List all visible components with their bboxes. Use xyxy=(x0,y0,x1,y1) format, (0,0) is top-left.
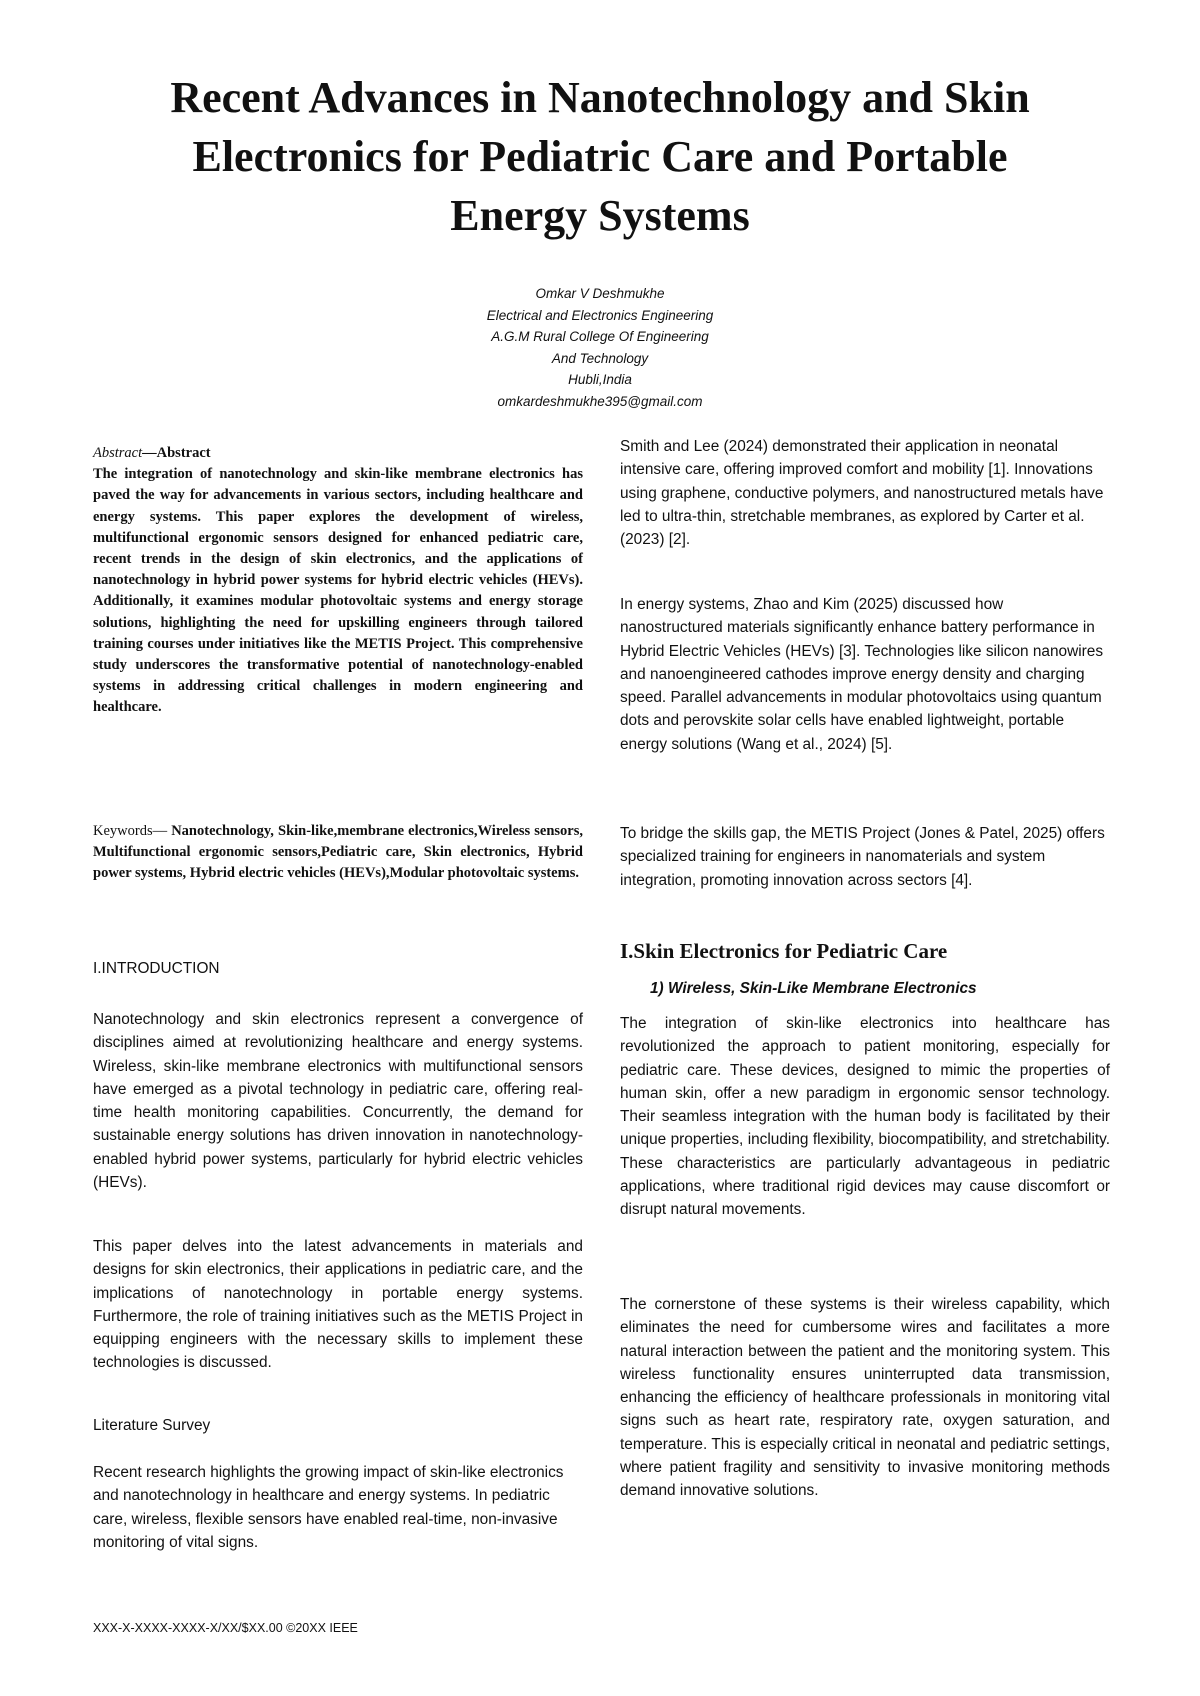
author-department: Electrical and Electronics Engineering xyxy=(486,307,714,323)
abstract xyxy=(93,443,583,719)
copyright-footer: XXX-X-XXXX-XXXX-X/XX/$XX.00 ©20XX IEEE xyxy=(93,1621,358,1635)
section-heading: I.Skin Electronics for Pediatric Care xyxy=(620,939,948,963)
literature-paragraph: Smith and Lee (2024) demonstrated their application in neonatal intensive care, offering improved comfort and mobility [1]. Innovations using graphene, conductive polymers, and nanostructured metals have led to ultra-thin, stretchable membranes, as explored by Carter et al. (2023) [2]. xyxy=(620,438,1104,549)
abstract-dash: — xyxy=(142,445,157,461)
keywords-text: Nanotechnology, Skin-like,membrane electronics,Wireless sensors, Multifunctional ergonomic sensors,Pediatric care, Skin electronics, Hybrid power systems, Hybrid electric vehicles (HEVs),Modular photovoltaic systems. xyxy=(93,823,584,882)
abstract-text: The integration of nanotechnology and skin-like membrane electronics has paved the way for advancements in various sectors, including healthcare and energy systems. This paper explores the development of wireless, multifunctional ergonomic sensors designed for enhanced pediatric care, recent trends in the design of skin electronics, and the applications of nanotechnology in hybrid power systems for hybrid electric vehicles (HEVs). Additionally, it examines modular photovoltaic systems and energy storage solutions, highlighting the need for upskilling engineers through tailored training courses under initiatives like the METIS Project. This comprehensive study underscores the transformative potential of nanotechnology-enabled systems in addressing critical challenges in modern engineering and healthcare. xyxy=(93,466,583,716)
section-paragraph: The integration of skin-like electronics into healthcare has revolutionized the approach to patient monitoring, especially for pediatric care. These devices, designed to mimic the properties of human skin, offer a new paradigm in ergonomic sensor technology. Their seamless integration with the human body is facilitated by their unique properties, including flexibility, biocompatibility, and stretchability. These characteristics are particularly advantageous in pediatric applications, where traditional rigid devices may cause discomfort or disrupt natural movements. xyxy=(620,1015,1110,1219)
author-email: omkardeshmukhe395@gmail.com xyxy=(497,393,703,409)
left-column xyxy=(93,443,584,1551)
subsection-heading: 1) Wireless, Skin-Like Membrane Electronics xyxy=(650,980,977,997)
section-paragraph: The cornerstone of these systems is their wireless capability, which eliminates the need for cumbersome wires and facilitates a more natural interaction between the patient and the monitoring system. This wireless functionality ensures uninterrupted data transmission, enhancing the efficiency of healthcare professionals in monitoring vital signs such as heart rate, respiratory rate, oxygen saturation, and temperature. This is especially critical in neonatal and pediatric settings, where patient fragility and sensitivity to invasive monitoring methods demand innovative solutions. xyxy=(620,1296,1110,1500)
literature-paragraph: In energy systems, Zhao and Kim (2025) discussed how nanostructured materials significantly enhance battery performance in Hybrid Electric Vehicles (HEVs) [3]. Technologies like silicon nanowires and nanoengineered cathodes improve energy density and charging speed. Parallel advancements in modular photovoltaics using quantum dots and perovskite solar cells have enabled lightweight, portable energy solutions (Wang et al., 2024) [5]. xyxy=(620,596,1104,753)
literature-paragraph: To bridge the skills gap, the METIS Project (Jones & Patel, 2025) offers specialized training for engineers in nanomaterials and system integration, promoting innovation across sectors [4]. xyxy=(620,825,1105,889)
introduction-heading: I.INTRODUCTION xyxy=(93,960,220,977)
literature-survey-heading: Literature Survey xyxy=(93,1417,211,1434)
author-institution: A.G.M Rural College Of Engineering xyxy=(491,329,709,344)
title-line: Recent Advances in Nanotechnology and Skin xyxy=(170,73,1030,122)
literature-paragraph: Recent research highlights the growing impact of skin-like electronics and nanotechnology in healthcare and energy systems. In pediatric care, wireless, flexible sensors have enabled real-time, non-invasive monitoring of vital signs. xyxy=(93,1464,564,1551)
abstract-label-bold: Abstract xyxy=(156,445,211,461)
keywords xyxy=(93,821,583,885)
title-line: Energy Systems xyxy=(450,191,750,240)
author-location: Hubli,India xyxy=(568,372,632,387)
title-line: Electronics for Pediatric Care and Portable xyxy=(192,132,1008,181)
introduction-paragraph: Nanotechnology and skin electronics represent a convergence of disciplines aimed at revolutionizing healthcare and energy systems. Wireless, skin-like membrane electronics with multifunctional sensors have emerged as a pivotal technology in pediatric care, offering real-time health monitoring capabilities. Concurrently, the demand for sustainable energy solutions has driven innovation in nanotechnology-enabled hybrid power systems, particularly for hybrid electric vehicles (HEVs). xyxy=(93,1011,583,1192)
paper-title xyxy=(90,68,1110,245)
author-institution-cont: And Technology xyxy=(551,350,649,366)
keywords-label: Keywords— xyxy=(93,823,168,839)
author-block xyxy=(350,283,850,412)
author-name: Omkar V Deshmukhe xyxy=(535,286,665,301)
introduction-paragraph: This paper delves into the latest advancements in materials and designs for skin electronics, their applications in pediatric care, and the implications of nanotechnology in portable energy systems. Furthermore, the role of training initiatives such as the METIS Project in equipping engineers with the necessary skills to implement these technologies is discussed. xyxy=(93,1238,583,1372)
abstract-label: Abstract xyxy=(93,445,143,461)
